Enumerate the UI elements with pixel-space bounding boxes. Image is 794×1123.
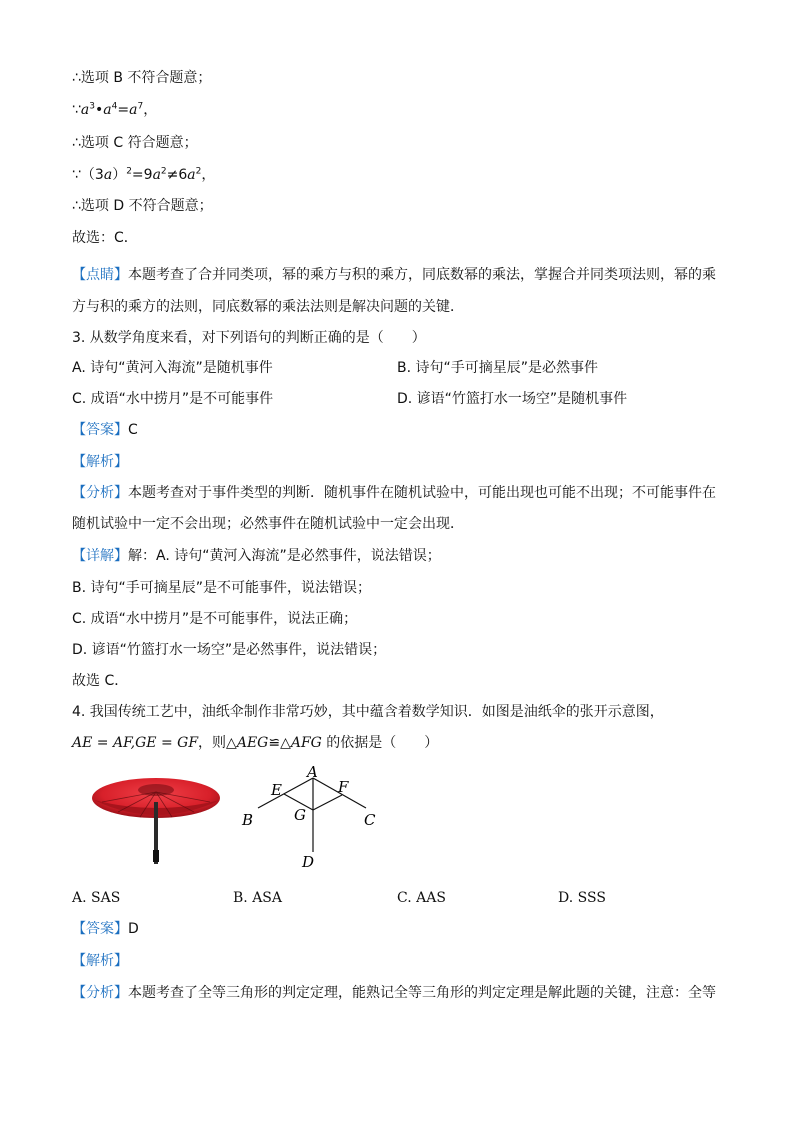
q4-analysis: 【分析】本题考查了全等三角形的判定定理，能熟记全等三角形的判定定理是解此题的关键，注意：全等 (72, 985, 716, 1001)
text-line: ∴选项 B 不符合题意； (72, 70, 212, 86)
umbrella-image (88, 772, 228, 868)
label-d: D (302, 853, 315, 871)
label-a: A (307, 764, 318, 781)
line-ab (258, 778, 313, 808)
text-line: B. 诗句“手可摘星辰”是不可能事件，说法错误； (72, 580, 372, 596)
formula-line: $\because(3a)^2=9a^2\ne 6a^2$， (72, 166, 216, 183)
text-line: ∴选项 C 符合题意； (72, 135, 198, 151)
q3-analysis: 【分析】本题考查对于事件类型的判断．随机事件在随机试验中，可能出现也可能不出现；不可能事件在 (72, 485, 716, 501)
q3-detail: 【详解】解：A. 诗句“黄河入海流”是必然事件，说法错误； (72, 548, 441, 564)
umbrella-diagram (236, 764, 386, 872)
label-g: G (294, 806, 306, 824)
question-3-stem: 3. 从数学角度来看，对下列语句的判断正确的是（ ） (72, 330, 426, 346)
text-line: 故选：C． (72, 230, 138, 246)
q3-option-b: B. 诗句“手可摘星辰”是必然事件 (397, 360, 599, 376)
dianjing-tag: 【点睛】 (72, 267, 128, 283)
question-4-stem: 4. 我国传统工艺中，油纸伞制作非常巧妙，其中蕴含着数学知识．如图是油纸伞的张开示意图， (72, 704, 664, 720)
text-line: D. 谚语“竹篮打水一场空”是必然事件，说法错误； (72, 642, 387, 658)
q4-jiexi-tag: 【解析】 (72, 953, 128, 969)
q4-option-a: A. SAS (72, 890, 121, 906)
q4-option-d: D. SSS (558, 890, 606, 906)
text-line: 故选 C． (72, 673, 129, 689)
text-line: ∴选项 D 不符合题意； (72, 198, 213, 214)
q3-jiexi-tag: 【解析】 (72, 454, 128, 470)
q3-option-c: C. 成语“水中捞月”是不可能事件 (72, 391, 274, 407)
text-line: C. 成语“水中捞月”是不可能事件，说法正确； (72, 611, 358, 627)
q4-answer: 【答案】D (72, 921, 139, 937)
formula-line: $\because a^3•a^4=a^7$， (72, 101, 158, 118)
text-line: 方与积的乘方的法则，同底数幂的乘法法则是解决问题的关键． (72, 299, 464, 315)
q4-option-b: B. ASA (233, 890, 282, 906)
dianjing-line: 【点睛】本题考查了合并同类项，幂的乘方与积的乘方，同底数幂的乘法，掌握合并同类项法则，幂的乘 (72, 267, 716, 283)
label-e: E (271, 781, 282, 799)
label-f: F (338, 778, 349, 796)
line-fg (313, 795, 342, 810)
question-4-condition: AE = AF,GE = GF，则△AEG≌△AFG 的依据是（ ） (72, 735, 439, 751)
q3-answer: 【答案】C (72, 422, 138, 438)
q3-option-a: A. 诗句“黄河入海流”是随机事件 (72, 360, 273, 376)
q3-option-d: D. 谚语“竹篮打水一场空”是随机事件 (397, 391, 628, 407)
label-b: B (242, 811, 254, 829)
text-line: 随机试验中一定不会出现；必然事件在随机试验中一定会出现． (72, 516, 464, 532)
label-c: C (364, 811, 376, 829)
q4-option-c: C. AAS (397, 890, 446, 906)
